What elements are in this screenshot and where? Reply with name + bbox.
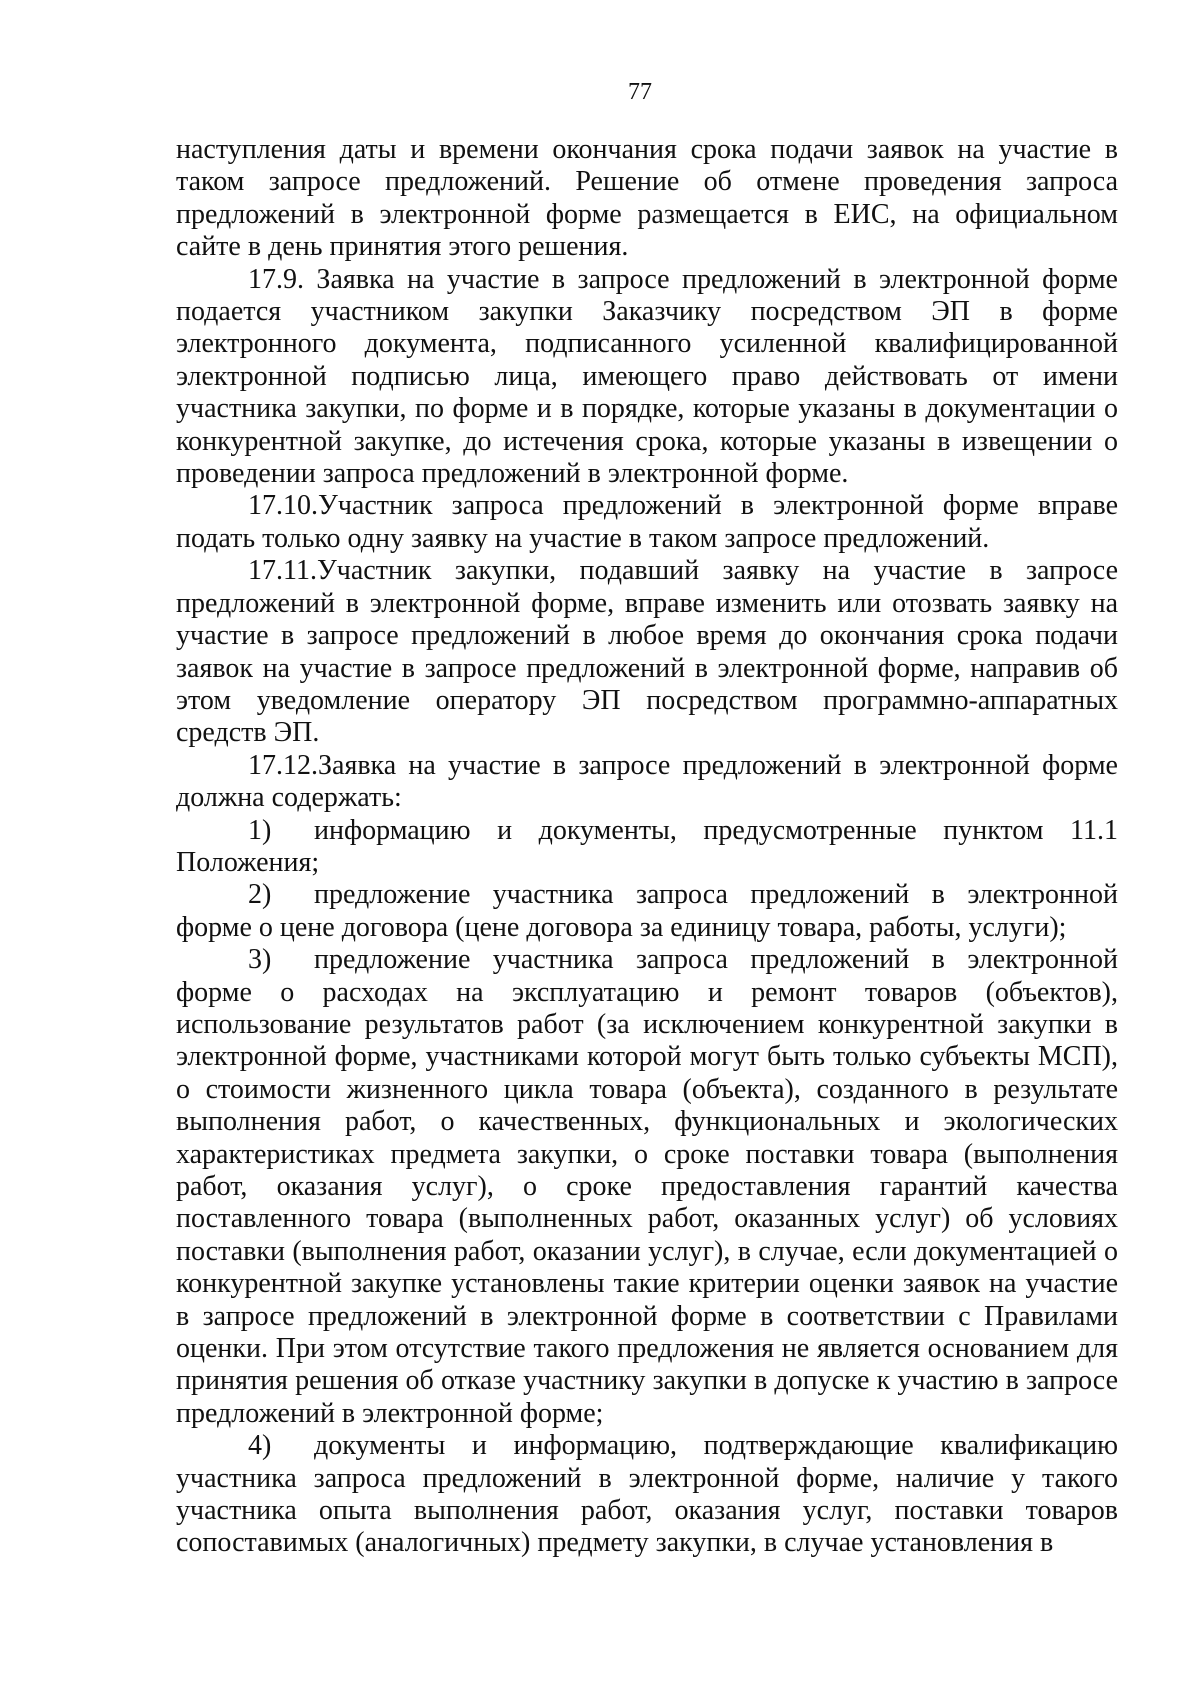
paragraph-17-10: 17.10.Участник запроса предложений в электронной форме вправе подать только одну заявку на участие в таком запросе предложений. bbox=[176, 490, 1118, 554]
list-item-text: предложение участника запроса предложений в электронной форме о расходах на эксплуатацию и ремонт товаров (объектов), использование результатов работ (за исключением конкурентной закупки в электронной форме, участниками которой могут быть только субъекты МСП), о стоимости жизненного цикла товара (объекта), созданного в результате выполнения работ, о качественных, функциональных и экологических характеристиках предмета закупки, о сроке поставки товара (выполнения работ, оказания услуг), о сроке предоставления гарантий качества поставленного товара (выполненных работ, оказанных услуг) об условиях поставки (выполнения работ, оказании услуг), в случае, если документацией о конкурентной закупке установлены такие критерии оценки заявок на участие в запросе предложений в электронной форме в соответствии с Правилами оценки. При этом отсутствие такого предложения не является основанием для принятия решения об отказе участнику закупки в допуске к участию в запросе предложений в электронной форме; bbox=[176, 944, 1118, 1429]
list-item-3 bbox=[176, 944, 1118, 1430]
list-item-2 bbox=[176, 879, 1118, 944]
paragraph-continuation: наступления даты и времени окончания срока подачи заявок на участие в таком запросе предложений. Решение об отмене проведения запроса предложений в электронной форме размещается в ЕИС, на официальном сайте в день принятия этого решения. bbox=[176, 134, 1118, 263]
list-item-number: 3) bbox=[248, 944, 272, 976]
page-number: 77 bbox=[628, 79, 652, 105]
list-item-text: документы и информацию, подтверждающие квалификацию участника запроса предложений в электронной форме, наличие у такого участника опыта выполнения работ, оказания услуг, поставки товаров сопоставимых (аналогичных) предмету закупки, в случае установления в bbox=[176, 1430, 1118, 1559]
list-item-1 bbox=[176, 815, 1118, 880]
list-item-number: 2) bbox=[248, 879, 272, 911]
document-body bbox=[176, 134, 1118, 1560]
paragraph-17-12: 17.12.Заявка на участие в запросе предложений в электронной форме должна содержать: bbox=[176, 749, 1118, 814]
list-item-number: 1) bbox=[248, 814, 272, 846]
list-item-text: информацию и документы, предусмотренные пунктом 11.1 Положения; bbox=[176, 814, 1118, 878]
paragraph-17-9: 17.9. Заявка на участие в запросе предложений в электронной форме подается участником закупки Заказчику посредством ЭП в форме электронного документа, подписанного усиленной квалифицированной электронной подписью лица, имеющего право действовать от имени участника закупки, по форме и в порядке, которые указаны в документации о конкурентной закупке, до истечения срока, которые указаны в извещении о проведении запроса предложений в электронной форме. bbox=[176, 263, 1118, 490]
paragraph-17-11: 17.11.Участник закупки, подавший заявку на участие в запросе предложений в электронной форме, вправе изменить или отозвать заявку на участие в запросе предложений в любое время до окончания срока подачи заявок на участие в запросе предложений в электронной форме, направив об этом уведомление оператору ЭП посредством программно-аппаратных средств ЭП. bbox=[176, 555, 1118, 749]
list-item-text: предложение участника запроса предложений в электронной форме о цене договора (цене договора за единицу товара, работы, услуги); bbox=[176, 879, 1118, 943]
list-item-number: 4) bbox=[248, 1430, 272, 1462]
list-item-4 bbox=[176, 1430, 1118, 1560]
